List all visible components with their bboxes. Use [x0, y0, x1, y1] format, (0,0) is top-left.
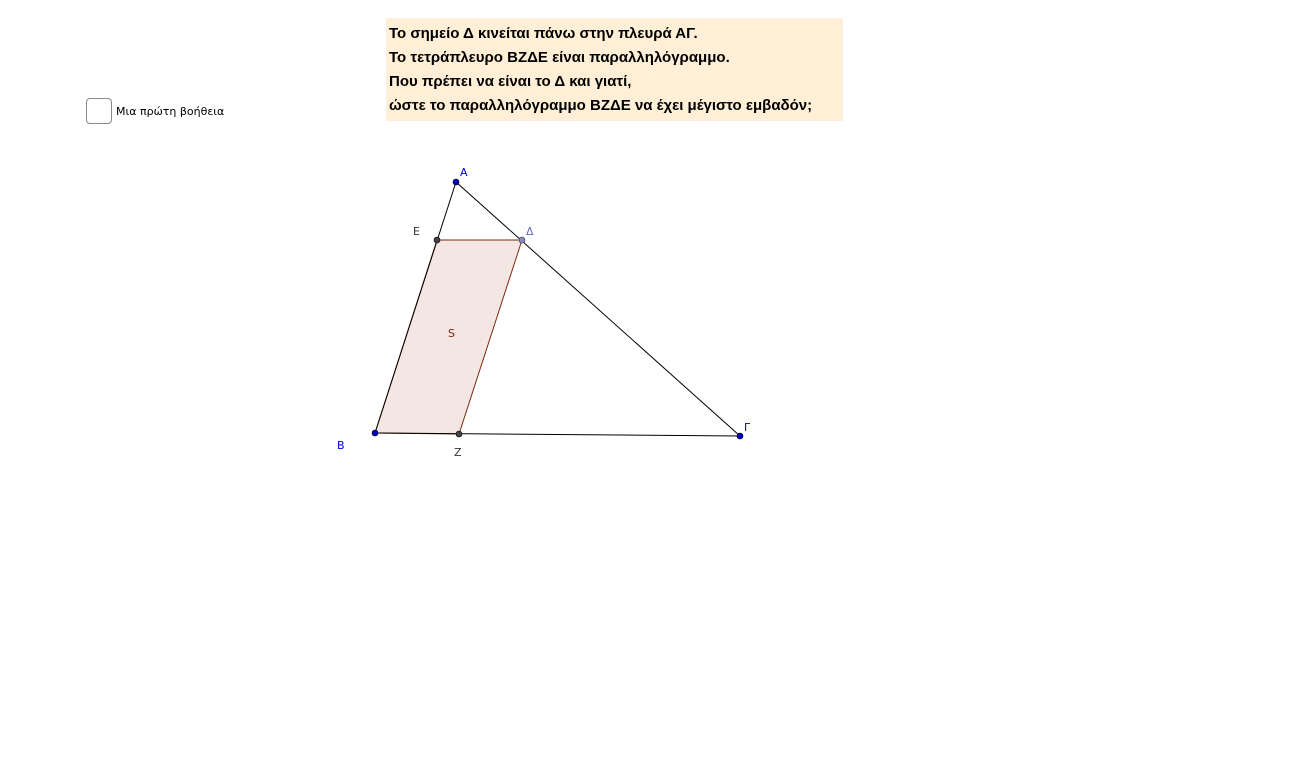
task-line-2: Το τετράπλευρο ΒΖΔΕ είναι παραλληλόγραμμο. — [389, 49, 730, 66]
help-checkbox-label: Μια πρώτη βοήθεια — [116, 104, 225, 118]
label-d: Δ — [526, 225, 534, 238]
label-b: Β — [337, 439, 345, 452]
label-z: Ζ — [454, 446, 462, 459]
segment-bg — [375, 433, 740, 436]
label-g: Γ — [744, 421, 751, 434]
label-a: Α — [460, 166, 468, 179]
point-e — [434, 237, 440, 243]
point-g[interactable] — [737, 433, 743, 439]
polygon-label-s: S — [448, 327, 455, 340]
task-line-4: ώστε το παραλληλόγραμμο ΒΖΔΕ να έχει μέγιστο εμβαδόν; — [389, 97, 813, 114]
task-line-3: Που πρέπει να είναι το Δ και γιατί, — [389, 73, 632, 90]
task-line-1: Το σημείο Δ κινείται πάνω στην πλευρά ΑΓ. — [389, 25, 698, 42]
point-z — [456, 431, 462, 437]
point-a[interactable] — [453, 179, 459, 185]
point-d[interactable] — [519, 237, 525, 243]
point-b[interactable] — [372, 430, 378, 436]
label-e: Ε — [413, 225, 420, 238]
